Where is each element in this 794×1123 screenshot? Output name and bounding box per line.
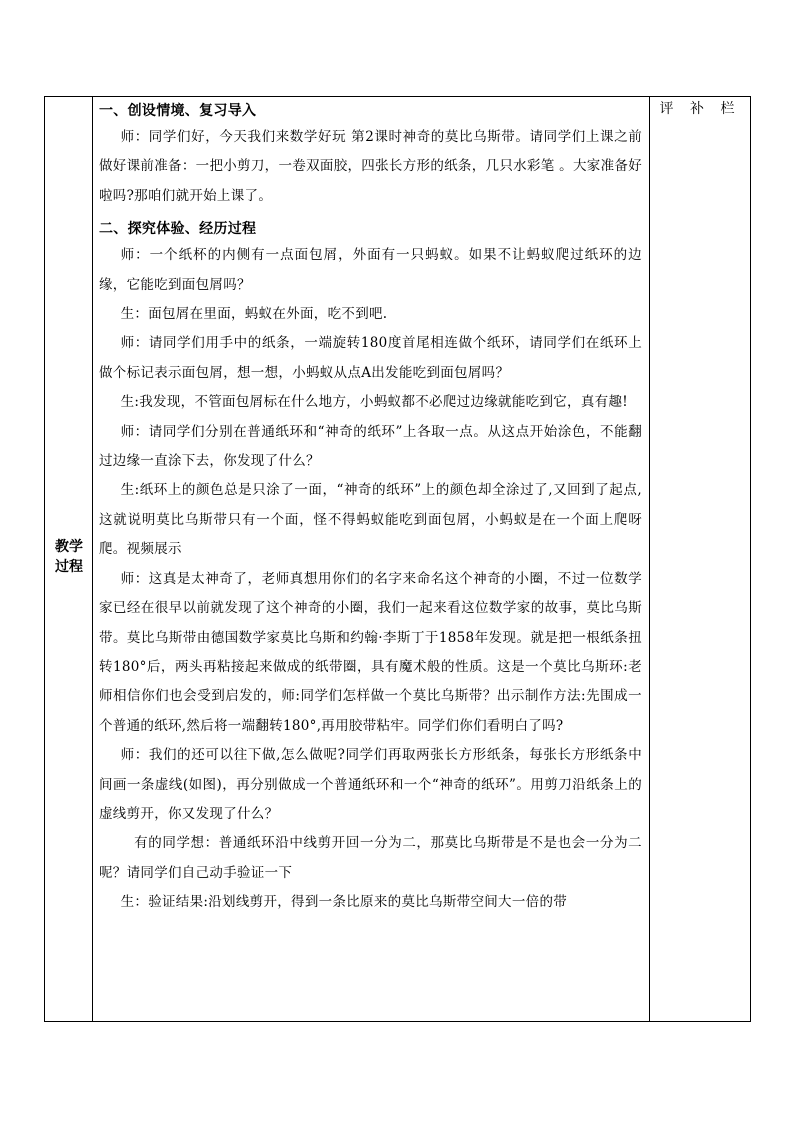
main-content-column [93,97,650,1021]
paragraph-9: 有的同学想：普通纸环沿中线剪开回一分为二，那莫比乌斯带是不是也会一分为二呢？请同学们自己动手验证一下 [99,835,642,881]
paragraph-4: 生:我发现，不管面包屑标在什么地方，小蚂蚁都不必爬过边缘就能吃到它，真有趣! [120,394,628,411]
section1-paragraph: 师：同学们好，今天我们来数学好玩 第2课时神奇的莫比乌斯带。请同学们上课之前做好课前准备：一把小剪刀，一卷双面胶，四张长方形的纸条，几只水彩笔 。大家准备好啦吗?那咱们就开始上课了。 [99,129,642,204]
paragraph-2: 生：面包屑在里面，蚂蚁在外面，吃不到吧. [120,306,388,323]
review-column [650,97,750,1021]
paragraph-3: 师：请同学们用手中的纸条，一端旋转180度首尾相连做个纸环，请同学们在纸环上做个标记表示面包屑，想一想，小蚂蚁从点A出发能吃到面包屑吗？ [99,335,642,381]
lesson-table [44,96,751,1022]
left-column [45,97,93,1021]
paragraph-7: 师：这真是太神奇了，老师真想用你们的名字来命名这个神奇的小圈，不过一位数学家已经在很早以前就发现了这个神奇的小圈，我们一起来看这位数学家的故事，莫比乌斯带。莫比乌斯带由德国数学家莫比乌斯和约翰·李斯丁于1858年发现。就是把一根纸条扭转180°后，两头再粘接起来做成的纸带圈，具有魔术般的性质。这是一个莫比乌斯环:老师相信你们也会受到启发的，师:同学们怎样做一个莫比乌斯带？出示制作方法:先围成一个普通的纸环,然后将一端翻转180°,再用胶带粘牢。同学们你们看明白了吗? [99,570,642,734]
paragraph-5: 师：请同学们分别在普通纸环和“神奇的纸环”上各取一点。从这点开始涂色，不能翻过边缘一直涂下去，你发现了什么？ [99,423,642,470]
paragraph-8: 师：我们的还可以往下做,怎么做呢?同学们再取两张长方形纸条，每张长方形纸条中间画一条虚线(如图)，再分别做成一个普通纸环和一个“神奇的纸环”。用剪刀沿纸条上的虚线剪开，你又发现了什么？ [99,747,642,822]
paragraph-6: 生:纸环上的颜色总是只涂了一面，“神奇的纸环”上的颜色却全涂过了,又回到了起点,这就说明莫比乌斯带只有一个面，怪不得蚂蚁能吃到面包屑，小蚂蚁是在一个面上爬呀爬。视频展示 [99,482,642,558]
review-column-title: 评 补 栏 [659,101,741,117]
section-label [45,537,93,577]
paragraph-10: 生：验证结果:沿划线剪开，得到一条比原来的莫比乌斯带空间大一倍的带 [120,894,568,911]
section1-title: 一、创设情境、复习导入 [99,103,257,119]
section2-title: 二、探究体验、经历过程 [99,221,257,238]
paragraph-1: 师：一个纸杯的内侧有一点面包屑，外面有一只蚂蚁。如果不让蚂蚁爬过纸环的边缘，它能吃到面包屑吗？ [99,247,642,293]
section-label-text: 教学 过程 [55,539,83,575]
